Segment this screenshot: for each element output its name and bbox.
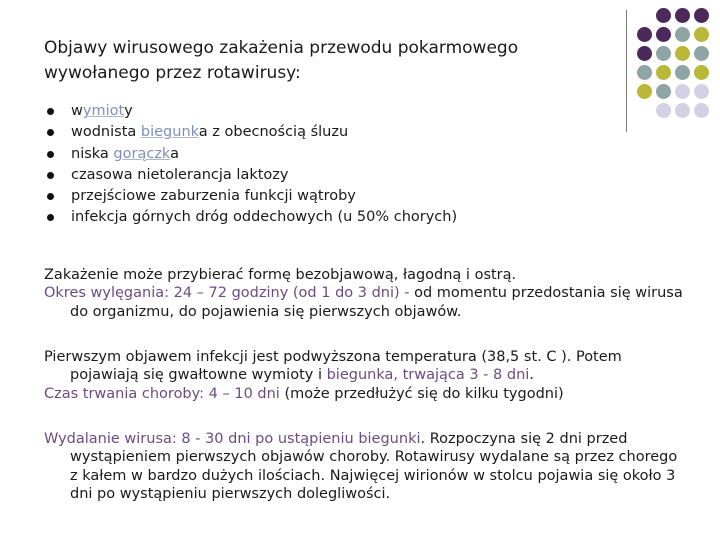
decorative-dot [675, 65, 690, 80]
decorative-dot [637, 65, 652, 80]
bullet-icon [47, 129, 54, 136]
decorative-dot [675, 103, 690, 118]
paragraph-line: Czas trwania choroby: 4 – 10 dni (może przedłużyć się do kilku tygodni) [44, 385, 564, 402]
list-item: czasowa nietolerancja laktozy [44, 165, 457, 186]
diarrhea-highlight: biegunka, trwająca 3 - 8 dni [326, 367, 530, 384]
list-item: przejściowe zaburzenia funkcji wątroby [44, 186, 457, 207]
shedding-label: Wydalanie wirusa: 8 - 30 dni po ustąpieniu biegunki [44, 431, 421, 447]
bullet-icon [47, 193, 54, 200]
decorative-dot [637, 84, 652, 99]
bullet-icon [47, 172, 54, 179]
hyperlink[interactable]: biegunk [140, 124, 199, 141]
decorative-dot [637, 27, 652, 42]
paragraph-line: Pierwszym objawem infekcji jest podwyższona temperatura (38,5 st. C ). Potem pojawiają się gwałtowne wymioty i biegunka, trwająca 3 - 8 dni. [44, 349, 622, 384]
list-item: wymioty [44, 101, 457, 122]
decorative-dot [656, 65, 671, 80]
decorative-dot [656, 8, 671, 23]
duration-label: Czas trwania choroby: 4 – 10 dni [44, 385, 280, 402]
list-item: wodnista biegunka z obecnością śluzu [44, 122, 457, 143]
decorative-dot [656, 84, 671, 99]
paragraph-line: Okres wylęgania: 24 – 72 godziny (od 1 do 3 dni) - od momentu przedostania się wirusa do organizmu, do pojawienia się pierwszych objawów. [44, 285, 683, 320]
decorative-dot [694, 84, 709, 99]
decorative-dot [694, 27, 709, 42]
paragraph-shedding [44, 430, 684, 503]
decorative-dot [694, 46, 709, 61]
decorative-dot [656, 46, 671, 61]
symptom-list [44, 101, 457, 229]
hyperlink[interactable]: ymiot [82, 103, 125, 119]
paragraph-line: Zakażenie może przybierać formę bezobjawową, łagodną i ostrą. [44, 267, 517, 283]
bullet-icon [47, 214, 54, 221]
decorative-dot [656, 27, 671, 42]
paragraph-line: Wydalanie wirusa: 8 - 30 dni po ustąpieniu biegunki. Rozpoczyna się 2 dni przed wystąpieniem pierwszych objawów choroby. Rotawirusy wydalane są przez chorego z kałem w bardzo dużych ilościach. Najwięcej wirionów w stolcu pojawia się około 3 dni po wystąpieniu pierwszych dolegliwości. [44, 431, 678, 502]
decorative-dot [694, 65, 709, 80]
decorative-dot [675, 27, 690, 42]
decorative-dot [694, 103, 709, 118]
decorative-dot [675, 46, 690, 61]
incubation-label: Okres wylęgania: 24 – 72 godziny (od 1 do 3 dni) - [44, 285, 410, 302]
decorative-dot [675, 84, 690, 99]
list-item: infekcja górnych dróg oddechowych (u 50% chorych) [44, 207, 457, 228]
decorative-dot [656, 103, 671, 118]
list-item: niska gorączka [44, 144, 457, 165]
decorative-dot [694, 8, 709, 23]
decorative-dot [675, 8, 690, 23]
decorative-dot [637, 46, 652, 61]
paragraph-incubation [44, 266, 684, 321]
bullet-icon [47, 151, 54, 158]
hyperlink[interactable]: gorączk [113, 145, 171, 162]
slide-title: Objawy wirusowego zakażenia przewodu pokarmowego wywołanego przez rotawirusy: [44, 38, 519, 83]
paragraph-course [44, 348, 684, 403]
bullet-icon [47, 108, 54, 115]
decorative-divider [626, 10, 627, 132]
